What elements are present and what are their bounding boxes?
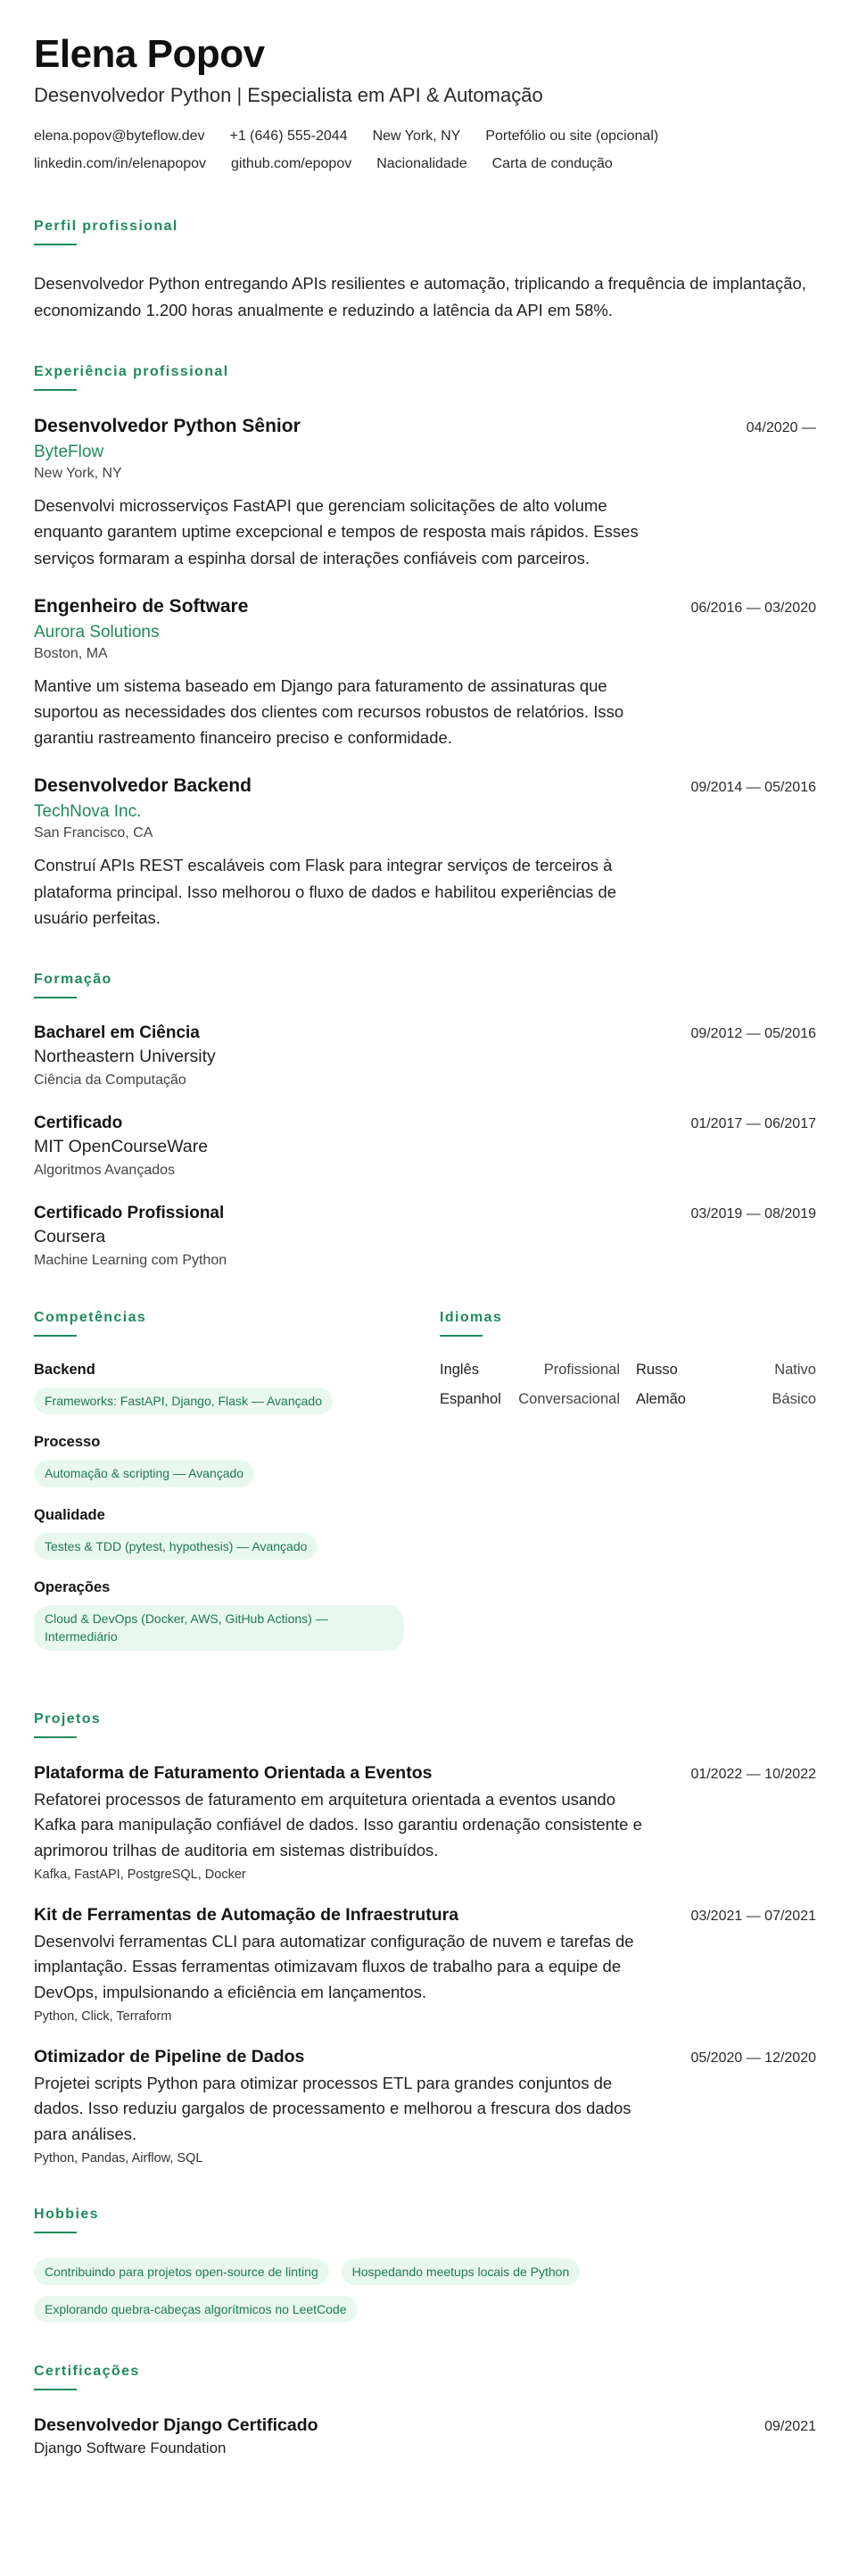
section-divider (34, 2389, 77, 2390)
hobbies-section (34, 2207, 816, 2323)
job-dates: 04/2020 — (746, 420, 816, 436)
contact-portfolio: Portefólio ou site (opcional) (485, 128, 659, 145)
language-level: Básico (772, 1391, 816, 1408)
experience-item (34, 416, 816, 571)
project-dates: 05/2020 — 12/2020 (690, 2050, 816, 2066)
projects-section (34, 1711, 816, 2166)
skill-chip: Testes & TDD (pytest, hypothesis) — Avançado (34, 1533, 318, 1560)
degree-title: Certificado (34, 1114, 123, 1133)
contact-info (34, 123, 816, 178)
section-title: Formação (34, 972, 112, 988)
contact-github: github.com/epopov (231, 155, 352, 171)
project-item (34, 1905, 816, 2024)
skill-category: Operações (34, 1579, 111, 1596)
section-title: Certificações (34, 2364, 140, 2380)
certification-name: Desenvolvedor Django Certificado (34, 2415, 318, 2436)
skill-chip: Cloud & DevOps (Docker, AWS, GitHub Actions) — Intermediário (34, 1605, 404, 1651)
language-item (440, 1391, 620, 1408)
job-title: Desenvolvedor Python Sênior (34, 416, 301, 437)
study-area: Machine Learning com Python (34, 1253, 227, 1269)
hobby-chip: Hospedando meetups locais de Python (342, 2258, 581, 2285)
project-tech: Kafka, FastAPI, PostgreSQL, Docker (34, 1867, 246, 1882)
project-name: Kit de Ferramentas de Automação de Infraestrutura (34, 1904, 459, 1925)
project-item (34, 1763, 816, 1882)
section-title: Experiência profissional (34, 364, 229, 380)
job-location: Boston, MA (34, 645, 108, 661)
skill-group (34, 1507, 404, 1560)
study-area: Ciência da Computação (34, 1073, 186, 1089)
section-title: Perfil profissional (34, 218, 178, 234)
job-description: Mantive um sistema baseado em Django para faturamento de assinaturas que suportou as necessidades dos clientes com recursos robustos de relatórios. Isso garantiu rastreamento financeiro preciso e conformidade. (34, 675, 624, 748)
candidate-name: Elena Popov (34, 32, 265, 76)
job-title: Desenvolvedor Backend (34, 775, 252, 797)
section-title: Projetos (34, 1710, 102, 1727)
language-item (440, 1362, 620, 1379)
summary-text: Desenvolvedor Python entregando APIs resilientes e automação, triplicando a frequência de implantação, economizando 1.200 horas anualmente e reduzindo a latência da API em 58%. (34, 273, 806, 319)
contact-nationality: Nacionalidade (376, 155, 467, 171)
section-title: Hobbies (34, 2206, 99, 2222)
school-name: Coursera (34, 1227, 106, 1247)
skill-group (34, 1579, 404, 1651)
skill-category: Processo (34, 1434, 101, 1451)
skills-section (34, 1310, 404, 1669)
section-divider (34, 389, 77, 391)
language-name: Alemão (636, 1391, 686, 1408)
skill-category: Qualidade (34, 1506, 105, 1523)
hobbies-list (34, 2258, 816, 2323)
section-divider (34, 244, 77, 245)
project-tech: Python, Pandas, Airflow, SQL (34, 2150, 203, 2166)
section-divider (34, 2232, 77, 2233)
project-description: Desenvolvi ferramentas CLI para automatizar configuração de nuvem e tarefas de implantação. Essas ferramentas otimizavam fluxos de trabalho para a equipe de DevOps, impulsionando a eficiência em lançamentos. (34, 1931, 634, 2001)
skill-category: Backend (34, 1362, 95, 1379)
contact-row-1 (34, 123, 816, 150)
skills-languages-row (34, 1310, 816, 1669)
job-location: San Francisco, CA (34, 825, 153, 841)
job-dates: 06/2016 — 03/2020 (690, 600, 816, 616)
skill-group (34, 1362, 404, 1414)
candidate-headline: Desenvolvedor Python | Especialista em API & Automação (34, 84, 543, 107)
skill-group (34, 1434, 404, 1487)
contact-email: elena.popov@byteflow.dev (34, 128, 205, 145)
languages-section (440, 1310, 816, 1669)
language-name: Inglês (440, 1362, 480, 1379)
project-name: Otimizador de Pipeline de Dados (34, 2046, 305, 2067)
education-dates: 09/2012 — 05/2016 (690, 1026, 816, 1042)
job-location: New York, NY (34, 466, 122, 482)
project-item (34, 2047, 816, 2166)
resume-header (34, 34, 816, 178)
section-divider (34, 997, 77, 998)
section-divider (440, 1335, 483, 1337)
job-description: Desenvolvi microsserviços FastAPI que gerenciam solicitações de alto volume enquanto garantem uptime excepcional e tempos de resposta mais rápidos. Esses serviços formaram a espinha dorsal de interações confiáveis com parceiros. (34, 496, 639, 567)
education-section (34, 972, 816, 1269)
language-item (636, 1391, 816, 1408)
school-name: Northeastern University (34, 1047, 216, 1067)
certification-issuer: Django Software Foundation (34, 2439, 227, 2457)
school-name: MIT OpenCourseWare (34, 1137, 209, 1157)
contact-phone: +1 (646) 555-2044 (229, 128, 348, 145)
languages-grid (440, 1362, 816, 1408)
study-area: Algoritmos Avançados (34, 1163, 176, 1179)
education-dates: 03/2019 — 08/2019 (690, 1206, 816, 1222)
contact-linkedin: linkedin.com/in/elenapopov (34, 155, 207, 171)
skill-chip: Automação & scripting — Avançado (34, 1460, 254, 1487)
certification-date: 09/2021 (764, 2419, 816, 2435)
contact-location: New York, NY (372, 128, 461, 145)
education-item (34, 1114, 816, 1179)
degree-title: Certificado Profissional (34, 1204, 225, 1223)
education-dates: 01/2017 — 06/2017 (690, 1116, 816, 1132)
project-description: Projetei scripts Python para otimizar processos ETL para grandes conjuntos de dados. Isso reduziu gargalos de processamento e melhorou a frescura dos dados para análises. (34, 2073, 631, 2143)
experience-section (34, 364, 816, 931)
education-item (34, 1023, 816, 1089)
contact-row-2 (34, 151, 816, 178)
job-dates: 09/2014 — 05/2016 (690, 780, 816, 796)
job-title: Engenheiro de Software (34, 595, 249, 617)
project-description: Refatorei processos de faturamento em arquitetura orientada a eventos usando Kafka para manipulação confiável de dados. Isso garantiu ordenação consistente e aprimorou trilhas de auditoria em sistemas distribuídos. (34, 1789, 642, 1860)
section-title: Competências (34, 1310, 147, 1326)
hobby-chip: Contribuindo para projetos open-source de linting (34, 2258, 329, 2285)
section-divider (34, 1736, 77, 1738)
company-name: Aurora Solutions (34, 622, 160, 642)
contact-driving-license: Carta de condução (491, 155, 613, 171)
language-name: Espanhol (440, 1391, 501, 1408)
company-name: TechNova Inc. (34, 802, 142, 822)
language-level: Profissional (543, 1362, 620, 1379)
language-level: Nativo (774, 1362, 816, 1379)
skill-chip: Frameworks: FastAPI, Django, Flask — Avançado (34, 1387, 333, 1414)
hobby-chip: Explorando quebra-cabeças algorítmicos no LeetCode (34, 2296, 358, 2323)
section-divider (34, 1335, 77, 1337)
certification-item (34, 2415, 816, 2457)
experience-item (34, 775, 816, 931)
project-name: Plataforma de Faturamento Orientada a Eventos (34, 1762, 433, 1783)
degree-title: Bacharel em Ciência (34, 1023, 200, 1043)
certifications-section (34, 2364, 816, 2457)
language-level: Conversacional (518, 1391, 620, 1408)
summary-section (34, 219, 816, 323)
project-dates: 01/2022 — 10/2022 (690, 1766, 816, 1782)
job-description: Construí APIs REST escaláveis com Flask para integrar serviços de terceiros à plataforma principal. Isso melhorou o fluxo de dados e habilitou experiências de usuário perfeitas. (34, 856, 617, 927)
project-dates: 03/2021 — 07/2021 (690, 1908, 816, 1924)
project-tech: Python, Click, Terraform (34, 2009, 172, 2024)
language-name: Russo (636, 1362, 678, 1379)
education-item (34, 1204, 816, 1269)
section-title: Idiomas (440, 1310, 503, 1326)
experience-item (34, 596, 816, 751)
company-name: ByteFlow (34, 443, 104, 462)
language-item (636, 1362, 816, 1379)
